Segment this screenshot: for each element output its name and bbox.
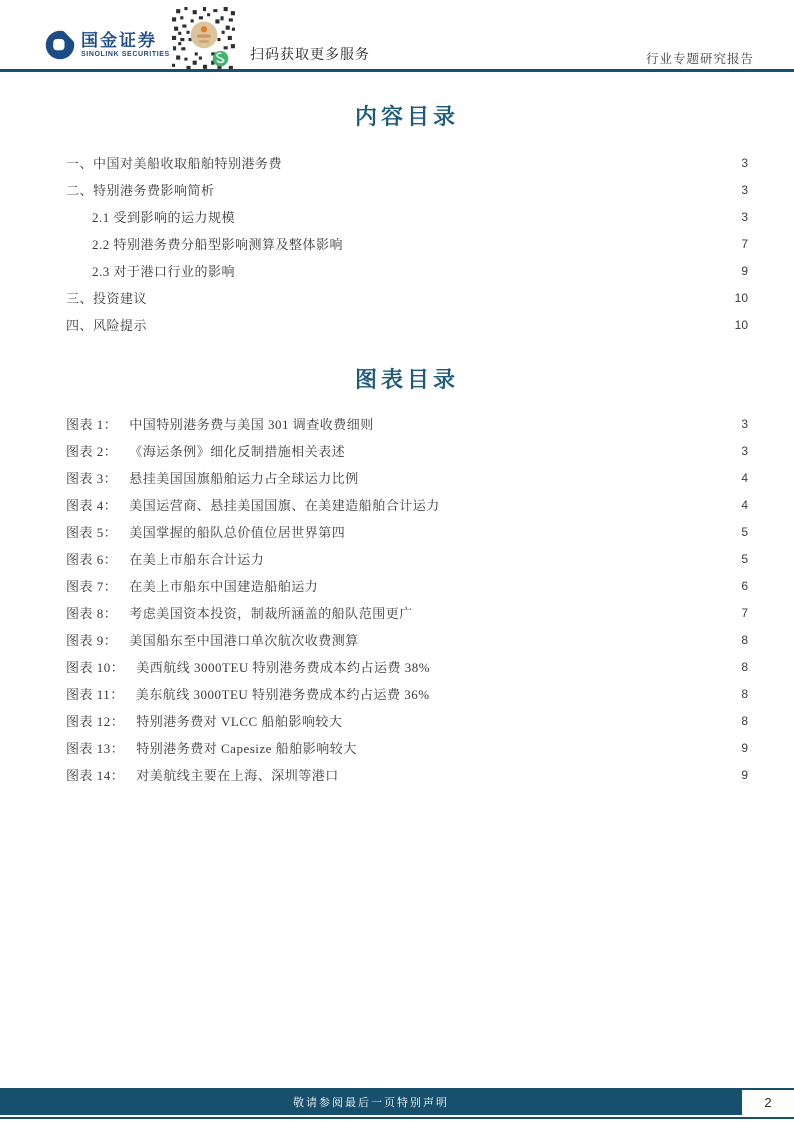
figure-entry[interactable] [66, 623, 748, 650]
toc-entry[interactable] [66, 146, 748, 173]
figure-entry[interactable] [66, 650, 748, 677]
figure-entry[interactable] [66, 731, 748, 758]
toc-entry-page: 7 [741, 237, 748, 251]
figure-entry-page: 4 [741, 471, 748, 485]
toc-title: 内容目录 [354, 104, 459, 129]
toc-entry-page: 3 [741, 183, 748, 197]
brand-text [81, 31, 170, 59]
qr-code [172, 7, 236, 71]
figure-entry-page: 8 [741, 714, 748, 728]
footer-bottom-rule [0, 1117, 794, 1119]
figure-entry-label: 图表 14： [66, 768, 125, 783]
toc-entry-title: 四、风险提示 [66, 318, 148, 333]
brand-name-cn: 国金证券 [81, 31, 157, 50]
figure-entry-title: 悬挂美国国旗船舶运力占全球运力比例 [129, 471, 359, 486]
figure-entry-title: 美国船东至中国港口单次航次收费测算 [129, 633, 359, 648]
figure-entry[interactable] [66, 569, 748, 596]
figure-entry-title: 美西航线 3000TEU 特别港务费成本约占运费 38% [136, 660, 431, 675]
figure-entry-page: 6 [741, 579, 748, 593]
page-header [0, 0, 794, 72]
figure-entry-title: 美国掌握的船队总价值位居世界第四 [129, 525, 346, 540]
figure-entry-page: 5 [741, 552, 748, 566]
figures-title: 图表目录 [354, 367, 459, 392]
figure-entry-label: 图表 13： [66, 741, 125, 756]
figure-entry-label: 图表 3： [66, 471, 118, 486]
figure-entry[interactable] [66, 704, 748, 731]
figure-entry-title: 美东航线 3000TEU 特别港务费成本约占运费 36% [135, 687, 430, 702]
figure-entry-label: 图表 4： [66, 498, 118, 513]
toc-entry-page: 10 [734, 291, 748, 305]
figure-entry-title: 《海运条例》细化反制措施相关表述 [129, 444, 346, 459]
figure-entry[interactable] [66, 677, 748, 704]
figure-entry-title: 中国特别港务费与美国 301 调查收费细则 [129, 417, 374, 432]
toc-entry-title: 2.3 对于港口行业的影响 [92, 264, 236, 279]
toc-entry-title: 2.2 特别港务费分船型影响测算及整体影响 [92, 237, 344, 252]
toc-entry-page: 3 [741, 210, 748, 224]
toc-entry[interactable] [66, 200, 748, 227]
figure-entry-label: 图表 11： [66, 687, 124, 702]
figure-entry-page: 9 [741, 741, 748, 755]
figure-entry-title: 在美上市船东中国建造船舶运力 [129, 579, 319, 594]
page-footer [0, 1088, 794, 1119]
page-content [66, 72, 748, 785]
toc-entry-title: 2.1 受到影响的运力规模 [92, 210, 236, 225]
toc-entry-page: 10 [734, 318, 748, 332]
figure-entry-title: 美国运营商、悬挂美国国旗、在美建造船舶合计运力 [129, 498, 440, 513]
toc-entry-title: 二、特别港务费影响简析 [66, 183, 215, 198]
toc-entry[interactable] [66, 308, 748, 335]
figure-entry-title: 对美航线主要在上海、深圳等港口 [136, 768, 339, 783]
toc-entry-title: 三、投资建议 [66, 291, 148, 306]
figure-entry-label: 图表 12： [66, 714, 125, 729]
figure-entry[interactable] [66, 596, 748, 623]
figure-entry-page: 7 [741, 606, 748, 620]
toc-entry-page: 9 [741, 264, 748, 278]
page-number-box [742, 1088, 794, 1115]
figure-entry-label: 图表 7： [66, 579, 118, 594]
figure-entry-label: 图表 10： [66, 660, 125, 675]
toc-entry[interactable] [66, 281, 748, 308]
footer-disclaimer-text: 敬请参阅最后一页特别声明 [293, 1096, 449, 1109]
figure-entry-label: 图表 5： [66, 525, 118, 540]
figure-list [66, 407, 748, 785]
figure-entry-title: 特别港务费对 Capesize 船舶影响较大 [136, 741, 357, 756]
brand-logo-group [45, 30, 170, 60]
figure-entry-page: 8 [741, 633, 748, 647]
figure-entry-label: 图表 2： [66, 444, 118, 459]
page-number: 2 [764, 1095, 772, 1110]
figure-entry[interactable] [66, 758, 748, 785]
figure-entry[interactable] [66, 434, 748, 461]
toc-entry-page: 3 [741, 156, 748, 170]
figure-entry-page: 5 [741, 525, 748, 539]
figure-entry-title: 在美上市船东合计运力 [129, 552, 265, 567]
figure-entry-page: 8 [741, 687, 748, 701]
figure-entry-title: 特别港务费对 VLCC 船舶影响较大 [136, 714, 343, 729]
toc-entry[interactable] [66, 254, 748, 281]
qr-caption: 扫码获取更多服务 [250, 46, 370, 62]
figure-entry[interactable] [66, 407, 748, 434]
toc-list [66, 146, 748, 335]
figure-entry-label: 图表 9： [66, 633, 118, 648]
brand-name-en: SINOLINK SECURITIES [81, 51, 170, 58]
figure-entry[interactable] [66, 488, 748, 515]
figure-entry-page: 3 [741, 417, 748, 431]
figure-entry[interactable] [66, 515, 748, 542]
figure-entry[interactable] [66, 461, 748, 488]
figure-entry-page: 3 [741, 444, 748, 458]
footer-disclaimer-bar [0, 1088, 742, 1115]
figure-entry-title: 考虑美国资本投资，制裁所涵盖的船队范围更广 [129, 606, 413, 621]
figure-entry-label: 图表 8： [66, 606, 118, 621]
toc-entry[interactable] [66, 227, 748, 254]
sinolink-logo-icon [45, 30, 75, 60]
report-type-label: 行业专题研究报告 [645, 52, 754, 66]
figure-entry-page: 9 [741, 768, 748, 782]
toc-entry[interactable] [66, 173, 748, 200]
figure-entry-page: 4 [741, 498, 748, 512]
figure-entry-page: 8 [741, 660, 748, 674]
toc-entry-title: 一、中国对美船收取船舶特别港务费 [66, 156, 283, 171]
figure-entry-label: 图表 1： [66, 417, 118, 432]
figure-entry[interactable] [66, 542, 748, 569]
figure-entry-label: 图表 6： [66, 552, 118, 567]
